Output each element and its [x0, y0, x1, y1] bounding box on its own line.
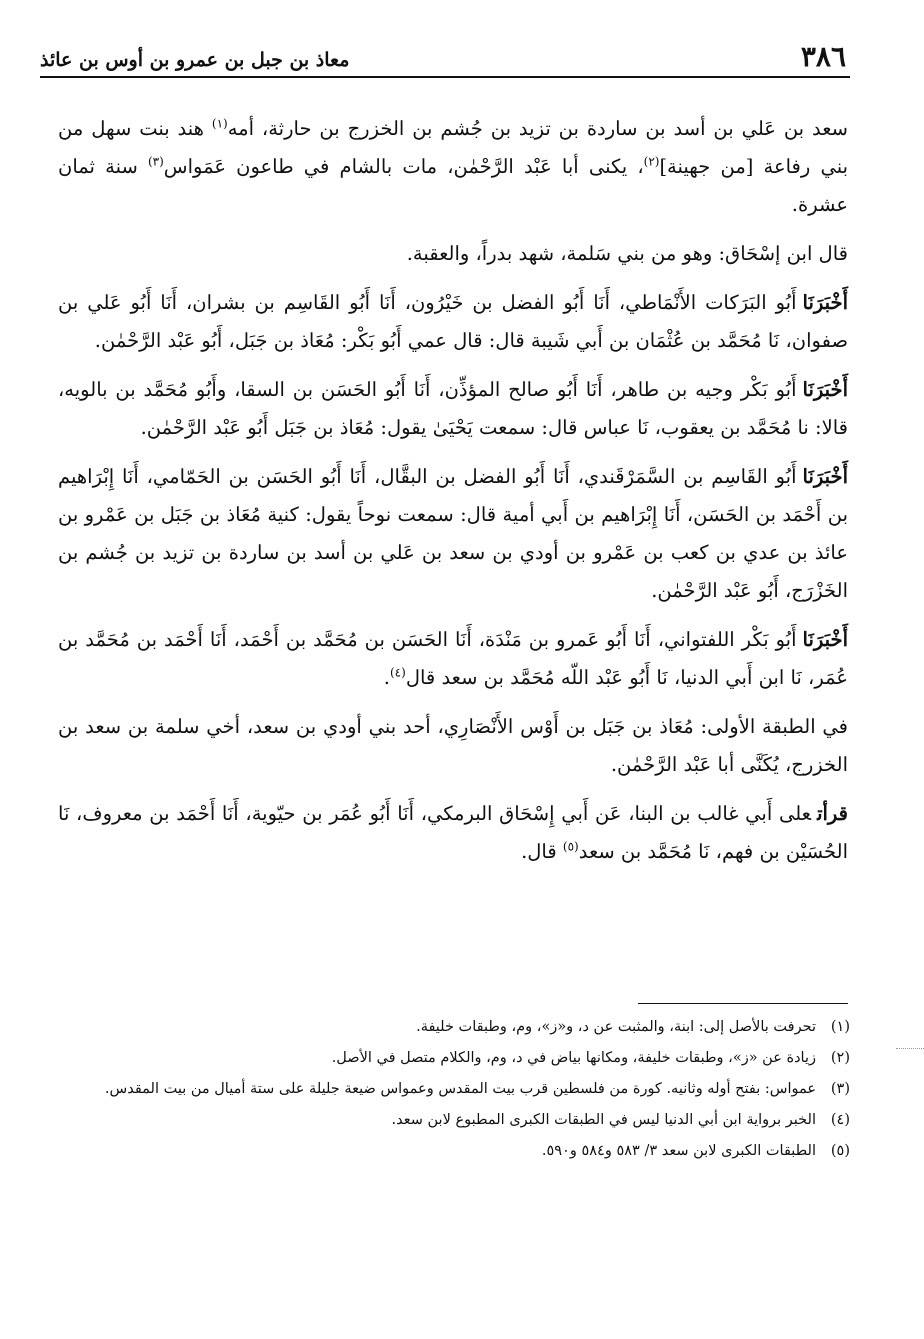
akhbarana-lead: أَخْبَرَنَا: [802, 291, 848, 314]
paragraph-3: [58, 284, 848, 360]
footnote-3: [60, 1076, 850, 1103]
footnote-text: الخبر برواية ابن أبي الدنيا ليس في الطبقات الكبرى المطبوع لابن سعد.: [391, 1112, 816, 1128]
paragraph-7: [58, 708, 848, 784]
text-run: قال ابن إسْحَاق: وهو من بني سَلمة، شهد بدراً، والعقبة.: [406, 242, 848, 265]
text-run: أَبُو القَاسِم بن السَّمَرْقَندي، أَنَا أَبُو الفضل بن البقَّال، أَنَا أَبُو الحَسَن بن الحَمّامي، أَنَا إِبْرَاهيم بن أَحْمَد بن الحَسَن، أَنَا إِبْرَاهيم بن أَبي أمية قال: سمعت نوحاً يقول: كنية مُعَاذ بن جَبَل بن عَمْرو بن عائذ بن عدي بن كعب بن عَمْرو بن أودي بن سعد بن عَلي بن أسد بن ساردة بن تزيد بن جُشم بن الخَزْرَج، أَبُو عَبْد الرَّحْمٰن.: [58, 465, 848, 602]
footnote-number: (٤): [830, 1112, 850, 1128]
text-run: في الطبقة الأولى: مُعَاذ بن جَبَل بن أَوْس الأَنْصَارِي، أحد بني أودي بن سعد، أخي سلمة بن سعد بن الخزرج، يُكَنَّى أبا عَبْد الرَّحْمٰن.: [58, 715, 848, 776]
paragraph-2: [58, 235, 848, 273]
footnote-number: (١): [830, 1019, 850, 1035]
footnote-ref-2: (٢): [643, 154, 660, 169]
footnote-separator: [638, 1003, 848, 1004]
text-run: سعد بن عَلي بن أسد بن ساردة بن تزيد بن جُشم بن الخزرج بن حارثة، أمه: [227, 117, 848, 140]
text-run: أَبُو بَكْر اللفتواني، أَنَا أَبُو عَمرو بن مَنْدَة، أَنَا الحَسَن بن مُحَمَّد بن أَحْمَد، أَنَا أَحْمَد بن مُحَمَّد بن عُمَر، نَا ابن أَبي الدنيا، نَا أَبُو عَبْد اللّه مُحَمَّد بن سعد قال: [58, 628, 848, 689]
footnote-text: زيادة عن «ز»، وطبقات خليفة، ومكانها بياض في د، وم، والكلام متصل في الأصل.: [331, 1050, 816, 1066]
running-title: معاذ بن جبل بن عمرو بن أوس بن عائذ: [40, 49, 350, 71]
footnote-text: تحرفت بالأصل إلى: ابنة، والمثبت عن د، و«ز»، وم، وطبقات خليفة.: [416, 1019, 816, 1035]
paragraph-8: [58, 795, 848, 871]
footnote-1: [60, 1014, 850, 1041]
footnote-ref-5: (٥): [562, 839, 579, 854]
footnote-number: (٥): [830, 1143, 850, 1159]
footnote-number: (٢): [830, 1050, 850, 1066]
qara-tu-lead: قرأت: [817, 802, 848, 825]
akhbarana-lead: أَخْبَرَنَا: [802, 628, 848, 651]
footnote-ref-1: (١): [211, 116, 228, 131]
text-run: أَبُو البَرَكات الأَنْمَاطي، أَنَا أَبُو الفضل بن خَيْرُون، أَنَا أَبُو القَاسِم بن بشران، أَنَا أَبُو عَلي بن صفوان، نَا مُحَمَّد بن عُثْمَان بن أَبي شَيبة قال: قال عمي أَبُو بَكْر: مُعَاذ بن جَبَل، أَبُو عَبْد الرَّحْمٰن.: [58, 291, 848, 352]
text-run: سنة ثمان عشرة.: [58, 155, 848, 216]
footnote-number: (٣): [830, 1081, 850, 1097]
footnote-ref-4: (٤): [389, 665, 406, 680]
footnote-2: [60, 1045, 850, 1072]
page-number: ٣٨٦: [800, 40, 846, 73]
akhbarana-lead: أَخْبَرَنَا: [802, 378, 848, 401]
main-text: [58, 110, 848, 882]
text-run: على أَبي غالب بن البنا، عَن أَبي إِسْحَاق البرمكي، أَنَا أَبُو عُمَر بن حيّوية، أَنَا أَحْمَد بن معروف، نَا الحُسَيْن بن فهم، نَا مُحَمَّد بن سعد: [58, 802, 848, 863]
text-run: هند بنت سهل من بني رفاعة [من جهينة]: [58, 117, 849, 178]
footnotes: [60, 1014, 850, 1169]
footnote-ref-3: (٣): [147, 154, 164, 169]
footnote-text: عمواس: بفتح أوله وثانيه. كورة من فلسطين قرب بيت المقدس وعمواس ضيعة جليلة على ستة أميال من بيت المقدس.: [104, 1081, 816, 1097]
text-run: قال.: [521, 840, 563, 863]
footnote-4: [60, 1107, 850, 1134]
paragraph-1: [58, 110, 848, 224]
paragraph-5: [58, 458, 848, 610]
paragraph-4: [58, 371, 848, 447]
paragraph-6: [58, 621, 848, 697]
footnote-text: الطبقات الكبرى لابن سعد ٣/ ٥٨٣ و٥٨٤ و٥٩٠.: [541, 1143, 816, 1159]
footnote-5: [60, 1138, 850, 1165]
text-run: أَبُو بَكْر وجيه بن طاهر، أَنَا أَبُو صالح المؤذِّن، أَنَا أَبُو الحَسَن بن السقا، وأَبُو مُحَمَّد بن بالويه، قالا: نا مُحَمَّد بن يعقوب، نَا عباس قال: سمعت يَحْيَىٰ يقول: مُعَاذ بن جَبَل أَبُو عَبْد الرَّحْمٰن.: [58, 378, 848, 439]
text-run: .: [383, 666, 390, 689]
akhbarana-lead: أَخْبَرَنَا: [802, 465, 848, 488]
page-header: [40, 40, 850, 78]
text-run: ، يكنى أبا عَبْد الرَّحْمٰن، مات بالشام في طاعون عَمَواس: [163, 155, 644, 178]
margin-mark: [896, 1048, 924, 1049]
